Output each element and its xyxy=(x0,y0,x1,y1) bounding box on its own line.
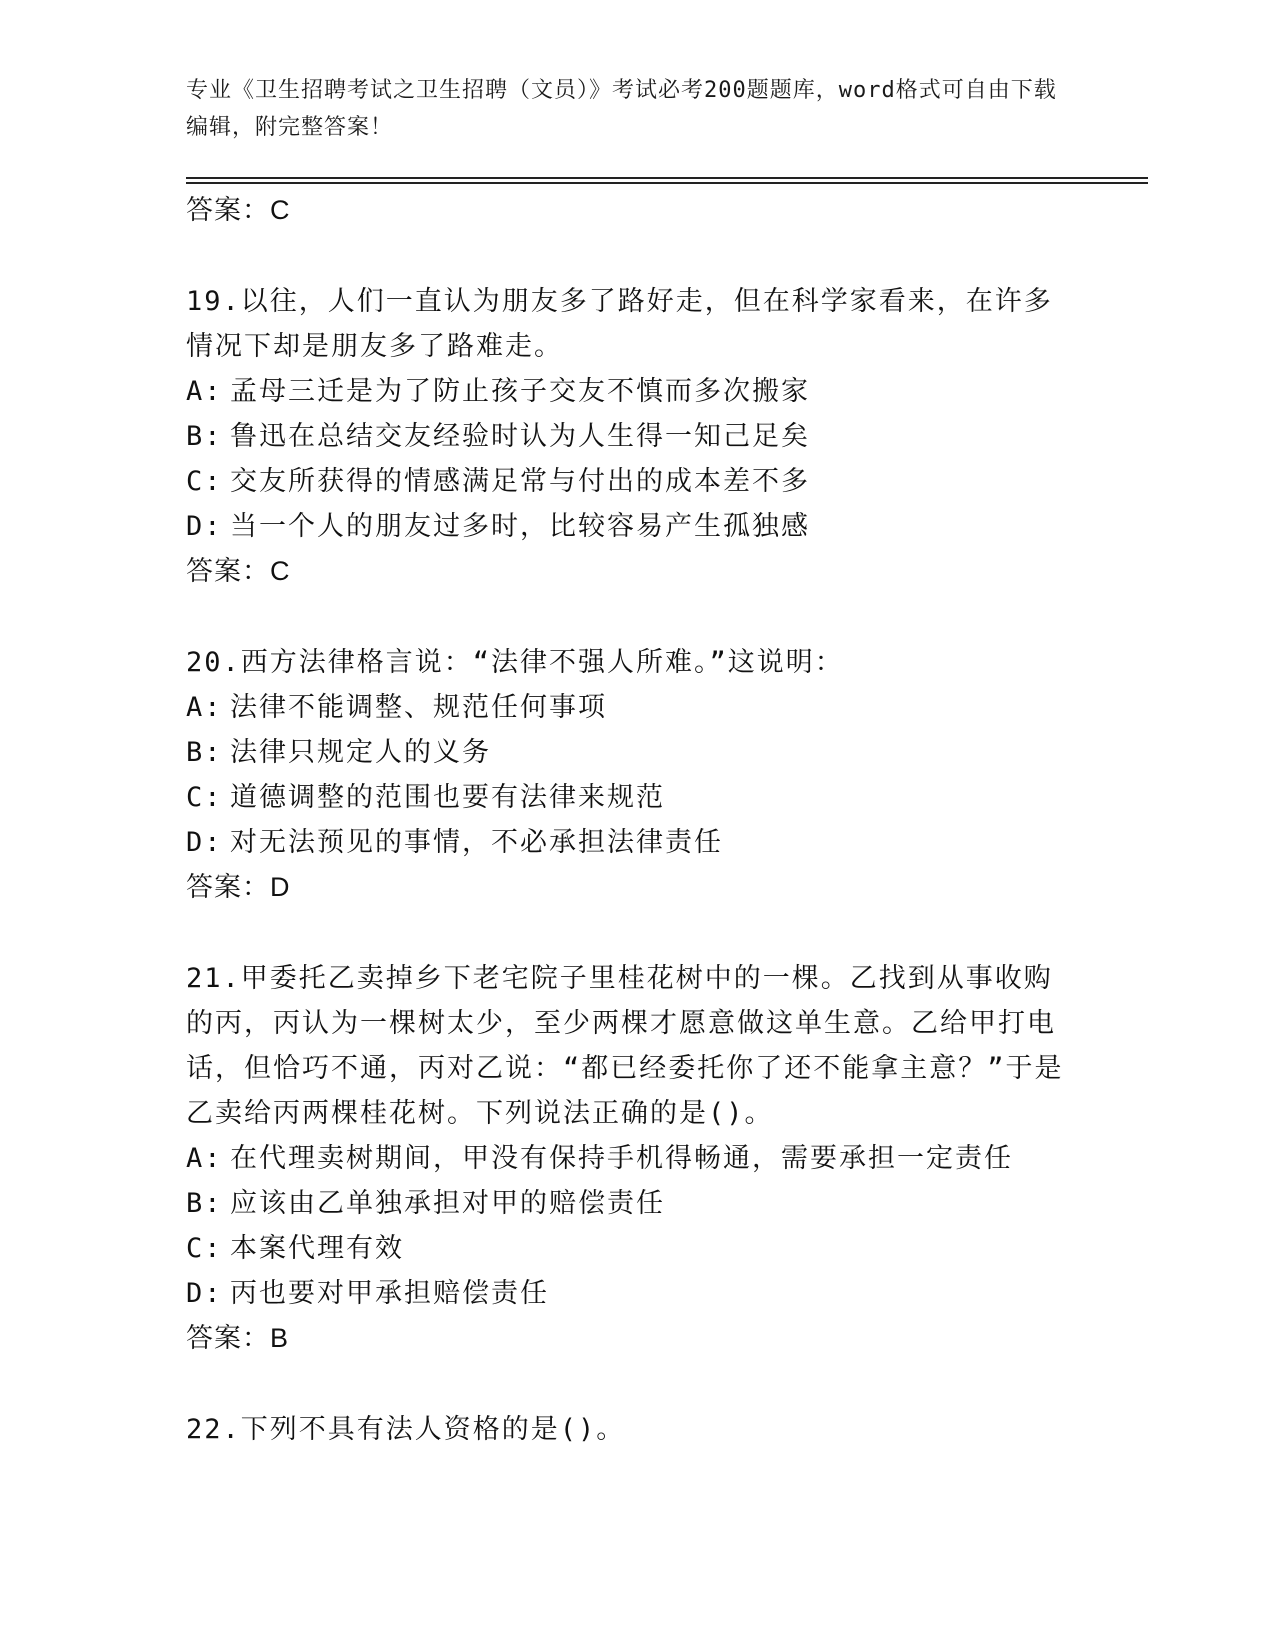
question-stem: 20.西方法律格言说：“法律不强人所难。”这说明： xyxy=(186,647,844,678)
question-19 xyxy=(186,279,1086,594)
option-a xyxy=(186,369,1086,414)
option-b xyxy=(186,414,1086,459)
spacer xyxy=(186,1361,1086,1407)
spacer xyxy=(186,594,1086,640)
option-key: A: xyxy=(186,692,223,723)
question-stem: 22.下列不具有法人资格的是()。 xyxy=(186,1414,626,1445)
option-key: C: xyxy=(186,466,223,497)
option-text: 道德调整的范围也要有法律来规范 xyxy=(230,782,665,813)
option-key: B: xyxy=(186,1188,223,1219)
answer-line: 答案：C xyxy=(186,195,291,225)
option-d xyxy=(186,1271,1086,1316)
header-rule-top xyxy=(186,177,1148,179)
spacer xyxy=(186,910,1086,956)
option-key: A: xyxy=(186,376,223,407)
question-list xyxy=(186,188,1086,1452)
option-key: D: xyxy=(186,827,223,858)
option-d xyxy=(186,820,1086,865)
option-b xyxy=(186,730,1086,775)
answer-line: 答案：D xyxy=(186,872,291,902)
option-c xyxy=(186,459,1086,504)
option-text: 在代理卖树期间，甲没有保持手机得畅通，需要承担一定责任 xyxy=(230,1143,1013,1174)
option-a xyxy=(186,1136,1086,1181)
answer-line: 答案：C xyxy=(186,556,291,586)
option-d xyxy=(186,504,1086,549)
option-text: 交友所获得的情感满足常与付出的成本差不多 xyxy=(230,466,810,497)
option-text: 应该由乙单独承担对甲的赔偿责任 xyxy=(230,1188,665,1219)
question-stem: 19.以往，人们一直认为朋友多了路好走，但在科学家看来，在许多情况下却是朋友多了路难走。 xyxy=(186,286,1053,362)
option-text: 本案代理有效 xyxy=(230,1233,404,1264)
spacer xyxy=(186,233,1086,279)
question-22 xyxy=(186,1407,1086,1452)
option-text: 当一个人的朋友过多时，比较容易产生孤独感 xyxy=(230,511,810,542)
option-text: 孟母三迁是为了防止孩子交友不慎而多次搬家 xyxy=(230,376,810,407)
option-text: 对无法预见的事情，不必承担法律责任 xyxy=(230,827,723,858)
option-key: D: xyxy=(186,1278,223,1309)
question-20 xyxy=(186,640,1086,910)
option-text: 丙也要对甲承担赔偿责任 xyxy=(230,1278,549,1309)
option-key: A: xyxy=(186,1143,223,1174)
question-21 xyxy=(186,956,1086,1361)
option-c xyxy=(186,1226,1086,1271)
answer-line: 答案：B xyxy=(186,1323,290,1353)
question-stem: 21.甲委托乙卖掉乡下老宅院子里桂花树中的一棵。乙找到从事收购的丙，丙认为一棵树太少，至少两棵才愿意做这单生意。乙给甲打电话，但恰巧不通，丙对乙说：“都已经委托你了还不能拿主意？”于是乙卖给丙两棵桂花树。下列说法正确的是()。 xyxy=(186,963,1064,1129)
option-key: D: xyxy=(186,511,223,542)
option-c xyxy=(186,775,1086,820)
option-text: 法律只规定人的义务 xyxy=(230,737,491,768)
header-rule-bottom xyxy=(186,182,1148,184)
option-b xyxy=(186,1181,1086,1226)
document-header: 专业《卫生招聘考试之卫生招聘（文员）》考试必考200题题库，word格式可自由下载编辑，附完整答案！ xyxy=(186,78,1057,140)
option-key: B: xyxy=(186,737,223,768)
option-text: 法律不能调整、规范任何事项 xyxy=(230,692,607,723)
option-a xyxy=(186,685,1086,730)
option-key: C: xyxy=(186,1233,223,1264)
option-text: 鲁迅在总结交友经验时认为人生得一知己足矣 xyxy=(230,421,810,452)
option-key: B: xyxy=(186,421,223,452)
option-key: C: xyxy=(186,782,223,813)
